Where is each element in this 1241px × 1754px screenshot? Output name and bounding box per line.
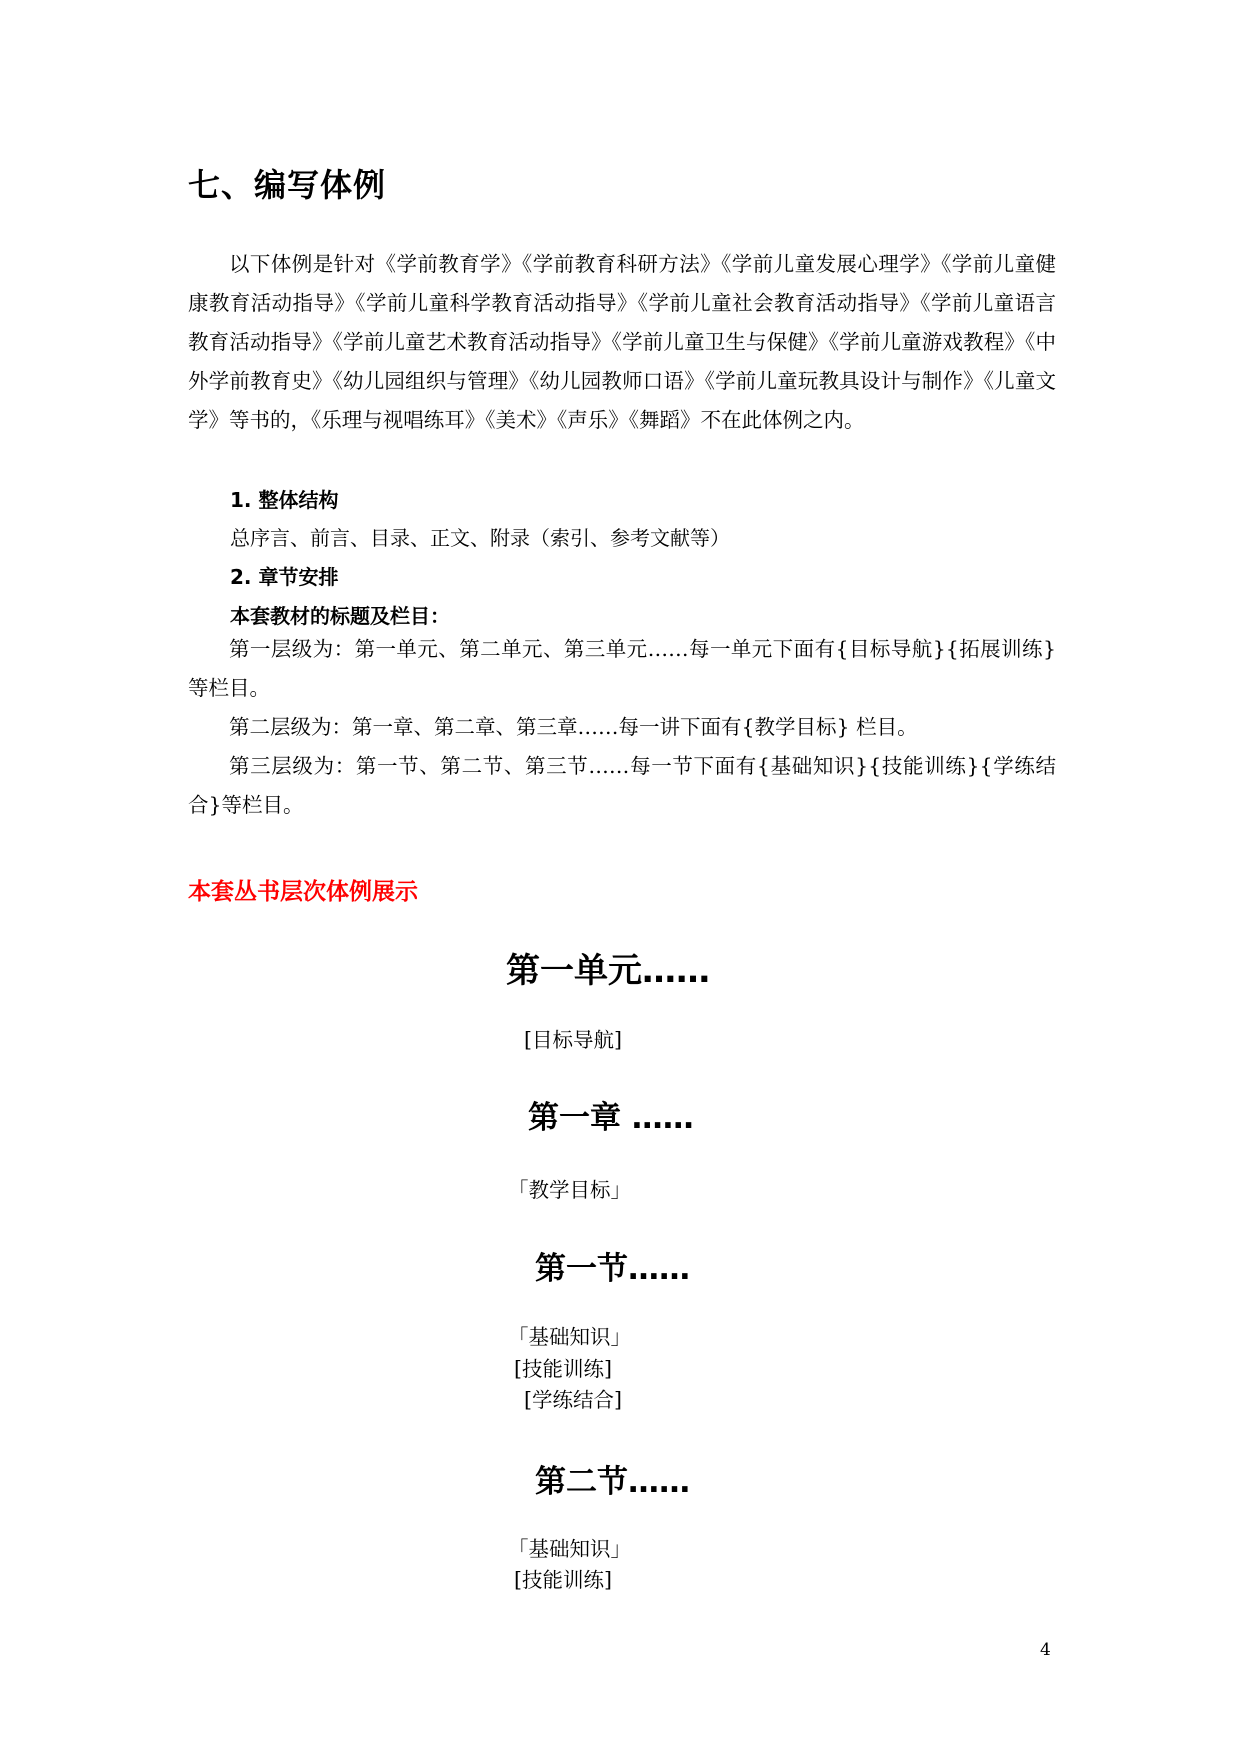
level-one-paragraph: 第一层级为：第一单元、第二单元、第三单元……每一单元下面有{目标导航}{拓展训练}等栏目。 bbox=[188, 637, 1056, 700]
section-title: 七、编写体例 bbox=[188, 166, 387, 204]
chapter-column-teaching-goals: 「教学目标」 bbox=[508, 1178, 631, 1202]
section-two-column-basic-knowledge: 「基础知识」 bbox=[508, 1537, 631, 1561]
section-one-column-skill-training: [技能训练] bbox=[514, 1357, 612, 1381]
chapter-arrangement-heading: 2. 章节安排 bbox=[230, 565, 339, 589]
unit-heading: 第一单元…… bbox=[506, 951, 710, 991]
level-two-paragraph: 第二层级为：第一章、第二章、第三章……每一讲下面有{教学目标} 栏目。 bbox=[229, 715, 918, 739]
section-two-heading: 第二节…… bbox=[535, 1464, 690, 1500]
section-one-heading: 第一节…… bbox=[535, 1251, 690, 1287]
section-one-column-practice-combined: [学练结合] bbox=[524, 1388, 622, 1412]
chapter-heading: 第一章 …… bbox=[528, 1100, 694, 1136]
section-two-column-skill-training: [技能训练] bbox=[514, 1568, 612, 1592]
titles-columns-subheading: 本套教材的标题及栏目： bbox=[230, 604, 450, 628]
page-number: 4 bbox=[1040, 1640, 1051, 1660]
demo-title: 本套丛书层次体例展示 bbox=[188, 879, 418, 905]
section-one-column-basic-knowledge: 「基础知识」 bbox=[508, 1325, 631, 1349]
overall-structure-heading: 1. 整体结构 bbox=[230, 488, 339, 512]
level-three-paragraph: 第三层级为：第一节、第二节、第三节……每一节下面有{基础知识}{技能训练}{学练结合}等栏目。 bbox=[188, 754, 1056, 817]
overall-structure-content: 总序言、前言、目录、正文、附录（索引、参考文献等） bbox=[230, 526, 730, 550]
intro-paragraph: 以下体例是针对《学前教育学》《学前教育科研方法》《学前儿童发展心理学》《学前儿童健康教育活动指导》《学前儿童科学教育活动指导》《学前儿童社会教育活动指导》《学前儿童语言教育活动指导》《学前儿童艺术教育活动指导》《学前儿童卫生与保健》《学前儿童游戏教程》《中外学前教育史》《幼儿园组织与管理》《幼儿园教师口语》《学前儿童玩教具设计与制作》《儿童文学》等书的，《乐理与视唱练耳》《美术》《声乐》《舞蹈》不在此体例之内。 bbox=[188, 252, 1056, 432]
unit-column-goal-navigation: [目标导航] bbox=[524, 1028, 622, 1052]
